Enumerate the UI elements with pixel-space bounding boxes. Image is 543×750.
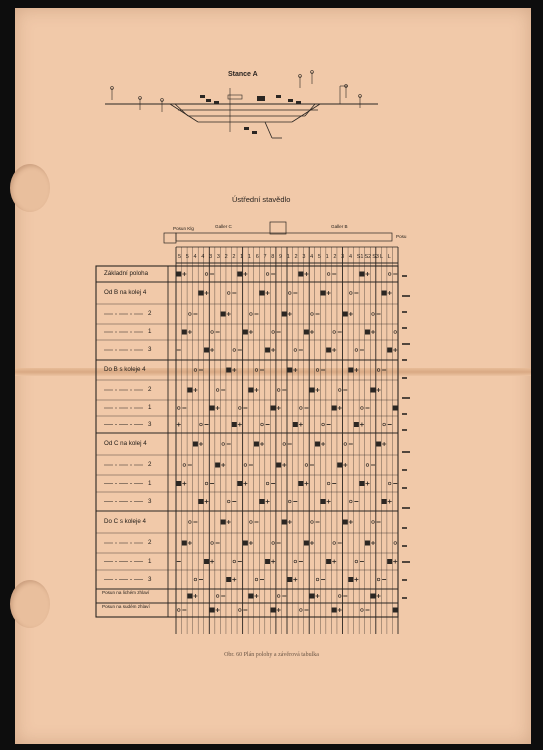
cell-mark-filled [210, 406, 215, 411]
cell-mark-circle [233, 349, 236, 352]
cell-mark-filled [248, 594, 253, 599]
column-header-label: 2 [294, 254, 298, 260]
cell-mark-filled [304, 330, 309, 335]
cell-mark-circle [250, 521, 253, 524]
column-header-label: 8 [271, 254, 275, 260]
cell-mark-filled [276, 463, 281, 468]
cell-mark-circle [227, 292, 230, 295]
cell-mark-filled [348, 368, 353, 373]
cell-mark-filled [187, 388, 192, 393]
station-title: Stance A [228, 71, 258, 78]
cell-mark-circle [288, 500, 291, 503]
cell-mark-filled [254, 442, 259, 447]
column-header-label: 9 [279, 254, 283, 260]
cell-mark-circle [211, 331, 214, 334]
column-header-label: 5 [317, 254, 321, 260]
cell-mark-filled [210, 608, 215, 613]
cell-mark-circle [361, 609, 364, 612]
cell-mark-circle [283, 443, 286, 446]
table-row-label: 1 [148, 328, 152, 335]
cell-mark-circle [216, 389, 219, 392]
cell-mark-circle [394, 542, 397, 545]
cell-mark-filled [365, 541, 370, 546]
cell-mark-circle [372, 313, 375, 316]
cell-mark-circle [250, 313, 253, 316]
cell-mark-filled [387, 559, 392, 564]
cell-mark-filled [237, 481, 242, 486]
cell-mark-circle [338, 389, 341, 392]
column-header-label: 1 [325, 254, 329, 260]
cell-mark-filled [176, 272, 181, 277]
column-header-label: 3 [302, 254, 306, 260]
cell-mark-circle [383, 423, 386, 426]
cell-mark-filled [376, 442, 381, 447]
cell-mark-circle [294, 560, 297, 563]
cell-mark-filled [337, 463, 342, 468]
header-left-a: Posun Klg [173, 226, 194, 231]
cell-mark-circle [327, 482, 330, 485]
cell-mark-circle [333, 331, 336, 334]
cell-mark-filled [215, 463, 220, 468]
cell-mark-circle [255, 578, 258, 581]
cell-mark-filled [243, 330, 248, 335]
cell-mark-filled [321, 291, 326, 296]
cell-mark-circle [261, 423, 264, 426]
cell-mark-circle [366, 464, 369, 467]
cell-mark-circle [377, 369, 380, 372]
cell-mark-filled [326, 348, 331, 353]
cell-mark-filled [304, 541, 309, 546]
table-row-label: Od B na kolej 4 [104, 289, 147, 296]
table-row-label: Do C s koleje 4 [104, 518, 146, 525]
table-row-label: 1 [148, 479, 152, 487]
cell-mark-filled [343, 520, 348, 525]
cell-mark-circle [205, 273, 208, 276]
column-header-label: 4 [193, 254, 197, 260]
cell-mark-filled [315, 442, 320, 447]
cell-mark-filled [371, 388, 376, 393]
cell-mark-filled [387, 348, 392, 353]
cell-mark-circle [205, 482, 208, 485]
cell-mark-circle [344, 443, 347, 446]
column-header-label: 1 [286, 254, 290, 260]
cell-mark-filled [282, 520, 287, 525]
cell-mark-filled [382, 499, 387, 504]
cell-mark-filled [248, 388, 253, 393]
cell-mark-circle [244, 464, 247, 467]
column-header-label: 1 [240, 254, 244, 260]
cell-mark-filled [198, 291, 203, 296]
cell-mark-filled [321, 499, 326, 504]
table-row-label: 1 [148, 404, 152, 411]
cell-mark-filled [237, 272, 242, 277]
column-header-label: S2 [364, 254, 372, 260]
column-header-label: 3 [216, 254, 220, 260]
cell-mark-filled [298, 481, 303, 486]
cell-mark-circle [216, 595, 219, 598]
cell-mark-filled [187, 594, 192, 599]
cell-mark-circle [355, 349, 358, 352]
table-row-label: 2 [148, 310, 152, 317]
cell-mark-circle [255, 369, 258, 372]
cell-mark-circle [239, 407, 242, 410]
cell-mark-filled [182, 541, 187, 546]
cell-mark-filled [176, 481, 181, 486]
cell-mark-circle [177, 407, 180, 410]
cell-mark-circle [300, 609, 303, 612]
cell-mark-filled [371, 594, 376, 599]
cell-mark-circle [333, 542, 336, 545]
header-center-box [270, 222, 286, 234]
header-right-a: Galler B [331, 224, 348, 229]
cell-mark-circle [239, 609, 242, 612]
cell-mark-filled [232, 422, 237, 427]
cell-mark-filled [393, 406, 398, 411]
cell-mark-circle [183, 464, 186, 467]
cell-mark-filled [332, 608, 337, 613]
cell-mark-filled [265, 348, 270, 353]
cell-mark-circle [277, 389, 280, 392]
column-header-label: L [387, 254, 391, 260]
table-row-label: 3 [148, 575, 152, 583]
cell-mark-filled [260, 291, 265, 296]
cell-mark-circle [327, 273, 330, 276]
cell-mark-circle [350, 292, 353, 295]
cell-mark-circle [294, 349, 297, 352]
column-header-label: 4 [348, 254, 353, 260]
cell-mark-circle [189, 313, 192, 316]
cell-mark-filled [226, 368, 231, 373]
cell-mark-filled [382, 291, 387, 296]
column-header-label: 3 [341, 254, 345, 260]
cell-mark-filled [265, 559, 270, 564]
table-row-label: Posun na sudém zhlaví [102, 604, 150, 609]
cell-mark-circle [316, 578, 319, 581]
cell-mark-circle [305, 464, 308, 467]
cell-mark-circle [266, 273, 269, 276]
table-row-label: Základní poloha [104, 270, 149, 277]
table-row-label: Od C na kolej 4 [104, 440, 147, 447]
table-row-label: 3 [148, 497, 152, 505]
column-header-label: 3 [209, 254, 213, 260]
column-header-label: S1 [356, 254, 364, 260]
cell-mark-circle [272, 331, 275, 334]
cell-mark-circle [394, 331, 397, 334]
cell-mark-filled [393, 608, 398, 613]
cell-mark-filled [204, 559, 209, 564]
header-right-b: Posu [396, 234, 407, 239]
cell-mark-filled [354, 422, 359, 427]
column-header-label: S3 [372, 254, 379, 260]
cell-mark-filled [287, 368, 292, 373]
header-left-b: Galler C [215, 224, 232, 229]
table-row-label: 2 [148, 386, 152, 393]
table-heading: Ústřední stavědlo [232, 195, 291, 204]
cell-mark-circle [266, 482, 269, 485]
column-header-label: 4 [310, 254, 314, 260]
table-row-label: 1 [148, 557, 152, 565]
cell-mark-circle [322, 423, 325, 426]
cell-mark-filled [271, 406, 276, 411]
cell-mark-filled [359, 481, 364, 486]
cell-mark-filled [193, 442, 198, 447]
cell-mark-filled [204, 348, 209, 353]
cell-mark-filled [359, 272, 364, 277]
column-header-label: 2 [333, 254, 337, 260]
cell-mark-filled [287, 577, 292, 582]
cell-mark-filled [332, 406, 337, 411]
table-row-label: 2 [148, 461, 152, 468]
cell-mark-filled [343, 312, 348, 317]
cell-mark-filled [221, 520, 226, 525]
cell-mark-filled [348, 577, 353, 582]
cell-mark-circle [372, 521, 375, 524]
column-header-label: 4 [201, 254, 205, 260]
cell-mark-circle [361, 407, 364, 410]
cell-mark-circle [233, 560, 236, 563]
cell-mark-circle [316, 369, 319, 372]
cell-mark-filled [271, 608, 276, 613]
table-row-label: 2 [148, 539, 152, 546]
cell-mark-circle [311, 313, 314, 316]
cell-mark-circle [200, 423, 203, 426]
cell-mark-filled [282, 312, 287, 317]
cell-mark-filled [260, 499, 265, 504]
column-header-label: 2 [232, 254, 236, 260]
cell-mark-circle [338, 595, 341, 598]
cell-mark-circle [189, 521, 192, 524]
table-row-label: Do B s koleje 4 [104, 366, 146, 373]
column-header-label: 7 [263, 254, 267, 260]
cell-mark-filled [198, 499, 203, 504]
column-header-label: L [380, 254, 384, 260]
cell-mark-filled [326, 559, 331, 564]
cell-mark-filled [243, 541, 248, 546]
cell-mark-circle [277, 595, 280, 598]
cell-mark-circle [388, 273, 391, 276]
table-row-label: Posun na lichém zhlaví [102, 590, 150, 595]
column-header-label: 5 [185, 254, 189, 260]
cell-mark-filled [365, 330, 370, 335]
cell-mark-circle [377, 578, 380, 581]
cell-mark-filled [226, 577, 231, 582]
cell-mark-circle [355, 560, 358, 563]
header-left-box [164, 233, 176, 243]
cell-mark-filled [182, 330, 187, 335]
cell-mark-circle [194, 369, 197, 372]
cell-mark-circle [177, 609, 180, 612]
cell-mark-circle [194, 578, 197, 581]
cell-mark-circle [388, 482, 391, 485]
cell-mark-circle [300, 407, 303, 410]
cell-mark-filled [221, 312, 226, 317]
figure-caption: Obr. 60 Plán polohy a závěrová tabulka [224, 652, 319, 658]
column-header-label: 2 [224, 254, 228, 260]
cell-mark-circle [211, 542, 214, 545]
cell-mark-circle [227, 500, 230, 503]
column-header-label: 5 [178, 254, 182, 260]
cell-mark-circle [311, 521, 314, 524]
column-header-label: 1 [247, 254, 251, 260]
table-row-label: 3 [148, 420, 152, 428]
cell-mark-circle [288, 292, 291, 295]
cell-mark-circle [272, 542, 275, 545]
table-row-label: 3 [148, 346, 152, 353]
cell-mark-filled [298, 272, 303, 277]
cell-mark-filled [309, 594, 314, 599]
cell-mark-filled [293, 422, 298, 427]
cell-mark-filled [309, 388, 314, 393]
cell-mark-circle [350, 500, 353, 503]
cell-mark-circle [222, 443, 225, 446]
column-header-label: 6 [255, 254, 259, 260]
